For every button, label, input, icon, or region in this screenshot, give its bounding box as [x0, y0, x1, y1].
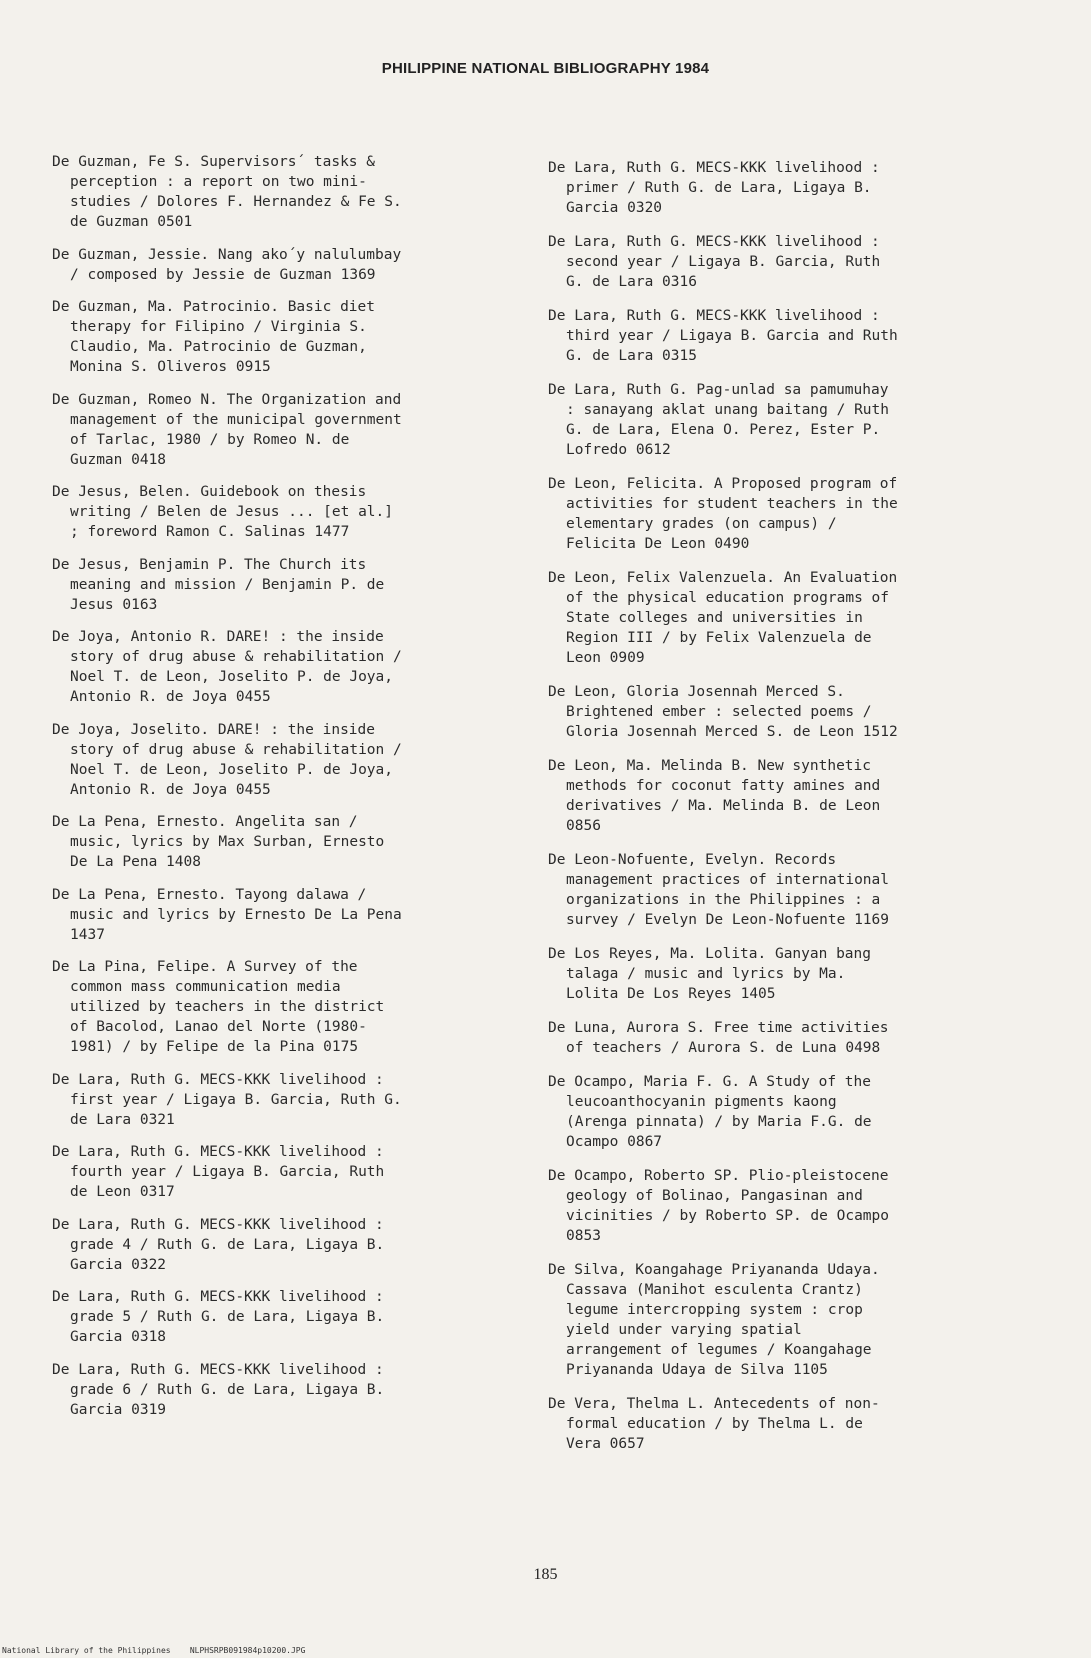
left-column: [52, 152, 522, 1420]
bibliography-entry: [548, 756, 1018, 836]
entry-line: leucoanthocyanin pigments kaong: [566, 1094, 837, 1110]
bibliography-entry: [548, 158, 1018, 218]
entry-line: story of drug abuse & rehabilitation /: [70, 741, 402, 758]
entry-line: De La Pena 1408: [70, 854, 201, 870]
bibliography-entry: [52, 627, 522, 707]
entry-line: De Leon, Felicita. A Proposed program of: [548, 476, 898, 492]
entry-line: first year / Ligaya B. Garcia, Ruth G.: [70, 1091, 402, 1108]
entry-line: De Lara, Ruth G. MECS-KKK livelihood :: [52, 1289, 384, 1305]
entry-line: G. de Lara 0315: [566, 348, 697, 364]
entry-line: De Lara, Ruth G. Pag-unlad sa pamumuhay: [548, 382, 889, 398]
entry-line: / composed by Jessie de Guzman 1369: [70, 266, 376, 283]
entry-line: talaga / music and lyrics by Ma.: [566, 966, 846, 982]
entry-line: De Ocampo, Maria F. G. A Study of the: [548, 1074, 872, 1090]
entry-line: De Jesus, Benjamin P. The Church its: [52, 556, 367, 573]
entry-line: De Guzman, Ma. Patrocinio. Basic diet: [52, 299, 376, 315]
entry-line: : sanayang aklat unang baitang / Ruth: [566, 402, 890, 418]
bibliography-entry: [548, 1072, 1018, 1152]
entry-line: geology of Bolinao, Pangasinan and: [566, 1188, 863, 1204]
bibliography-entry: [548, 1018, 1018, 1058]
entry-line: story of drug abuse & rehabilitation /: [70, 649, 402, 665]
entry-line: De La Pena, Ernesto. Tayong dalawa /: [52, 886, 367, 903]
entry-line: survey / Evelyn De Leon-Nofuente 1169: [566, 912, 890, 928]
entry-line: meaning and mission / Benjamin P. de: [70, 576, 385, 593]
entry-line: De Vera, Thelma L. Antecedents of non-: [548, 1396, 880, 1412]
bibliography-entry: [52, 1287, 522, 1347]
bibliography-entry: [548, 232, 1018, 292]
bibliography-entry: [52, 1070, 522, 1130]
entry-line: ; foreword Ramon C. Salinas 1477: [70, 524, 350, 540]
entry-line: 0856: [566, 818, 601, 834]
bibliography-entry: [52, 957, 522, 1057]
entry-line: methods for coconut fatty amines and: [566, 778, 881, 794]
bibliography-entry: [548, 306, 1018, 366]
bibliography-entry: [52, 482, 522, 542]
entry-line: De Joya, Antonio R. DARE! : the inside: [52, 629, 384, 645]
entry-line: De Leon-Nofuente, Evelyn. Records: [548, 852, 837, 868]
bibliography-entry: [52, 152, 522, 232]
entry-line: Garcia 0320: [566, 200, 663, 216]
footer-caption: National Library of the Philippines NLPHSRPB091984p10200.JPG: [2, 1646, 306, 1655]
page-number: 185: [533, 1566, 558, 1583]
entry-line: music, lyrics by Max Surban, Ernesto: [70, 834, 385, 850]
entry-line: De Guzman, Romeo N. The Organization and: [52, 391, 402, 408]
bibliography-entry: [52, 297, 522, 377]
entry-line: Monina S. Oliveros 0915: [70, 359, 271, 375]
entry-line: De Lara, Ruth G. MECS-KKK livelihood :: [52, 1361, 384, 1378]
entry-line: Lolita De Los Reyes 1405: [566, 986, 776, 1002]
entry-line: De Lara, Ruth G. MECS-KKK livelihood :: [52, 1144, 384, 1160]
entry-line: De Ocampo, Roberto SP. Plio-pleistocene: [548, 1168, 889, 1184]
entry-line: of Bacolod, Lanao del Norte (1980-: [70, 1019, 367, 1035]
entry-line: Brightened ember : selected poems /: [566, 704, 872, 720]
entry-line: Noel T. de Leon, Joselito P. de Joya,: [70, 761, 394, 778]
entry-line: Priyananda Udaya de Silva 1105: [566, 1362, 828, 1378]
entry-line: De La Pena, Ernesto. Angelita san /: [52, 814, 358, 830]
entry-line: studies / Dolores F. Hernandez & Fe S.: [70, 194, 402, 210]
entry-line: yield under varying spatial: [566, 1322, 802, 1338]
entry-line: Ocampo 0867: [566, 1134, 663, 1150]
entry-line: Gloria Josennah Merced S. de Leon 1512: [566, 724, 898, 740]
bibliography-entry: [548, 568, 1018, 668]
entry-line: Cassava (Manihot esculenta Crantz): [566, 1282, 863, 1298]
entry-line: Garcia 0322: [70, 1256, 167, 1273]
entry-line: legume intercropping system : crop: [566, 1302, 863, 1318]
entry-line: G. de Lara, Elena O. Perez, Ester P.: [566, 422, 881, 438]
bibliography-entry: [548, 1394, 1018, 1454]
bibliography-entry: [548, 1166, 1018, 1246]
entry-line: formal education / by Thelma L. de: [566, 1416, 863, 1432]
entry-line: de Leon 0317: [70, 1184, 175, 1200]
page-title: PHILIPPINE NATIONAL BIBLIOGRAPHY 1984: [381, 60, 710, 77]
entry-line: De Silva, Koangahage Priyananda Udaya.: [548, 1262, 880, 1278]
entry-line: De La Pina, Felipe. A Survey of the: [52, 959, 358, 975]
entry-line: derivatives / Ma. Melinda B. de Leon: [566, 798, 881, 814]
bibliography-entry: [52, 1215, 522, 1275]
entry-line: Vera 0657: [566, 1436, 645, 1452]
entry-line: primer / Ruth G. de Lara, Ligaya B.: [566, 180, 872, 196]
bibliography-entry: [548, 682, 1018, 742]
bibliography-entry: [548, 1260, 1018, 1380]
entry-line: De Leon, Felix Valenzuela. An Evaluation: [548, 570, 898, 586]
bibliography-entry: [548, 944, 1018, 1004]
entry-line: De Lara, Ruth G. MECS-KKK livelihood :: [52, 1071, 384, 1088]
entry-line: vicinities / by Roberto SP. de Ocampo: [566, 1208, 890, 1224]
bibliography-entry: [52, 245, 522, 285]
entry-line: fourth year / Ligaya B. Garcia, Ruth: [70, 1164, 385, 1180]
entry-line: utilized by teachers in the district: [70, 999, 385, 1015]
bibliography-entry: [52, 390, 522, 470]
entry-line: 1437: [70, 926, 105, 943]
entry-line: De Lara, Ruth G. MECS-KKK livelihood :: [548, 234, 880, 250]
entry-line: De Leon, Ma. Melinda B. New synthetic: [548, 758, 872, 774]
bibliography-entry: [548, 850, 1018, 930]
entry-line: De Los Reyes, Ma. Lolita. Ganyan bang: [548, 946, 872, 962]
entry-line: De Jesus, Belen. Guidebook on thesis: [52, 484, 367, 500]
entry-line: De Lara, Ruth G. MECS-KKK livelihood :: [548, 308, 880, 324]
bibliography-entry: [52, 885, 522, 945]
entry-line: De Lara, Ruth G. MECS-KKK livelihood :: [52, 1216, 384, 1233]
entry-line: activities for student teachers in the: [566, 496, 898, 512]
entry-line: music and lyrics by Ernesto De La Pena: [70, 906, 402, 923]
bibliography-entry: [52, 720, 522, 800]
entry-line: Antonio R. de Joya 0455: [70, 781, 271, 798]
entry-line: Garcia 0319: [70, 1401, 167, 1418]
entry-line: Noel T. de Leon, Joselito P. de Joya,: [70, 669, 394, 685]
entry-line: de Lara 0321: [70, 1111, 175, 1128]
entry-line: Felicita De Leon 0490: [566, 536, 750, 552]
entry-line: Claudio, Ma. Patrocinio de Guzman,: [70, 339, 367, 355]
entry-line: de Guzman 0501: [70, 214, 193, 230]
bibliography-entry: [52, 555, 522, 615]
entry-line: of the physical education programs of: [566, 590, 890, 606]
entry-line: Guzman 0418: [70, 451, 167, 468]
entry-line: common mass communication media: [70, 979, 341, 995]
entry-line: 1981) / by Felipe de la Pina 0175: [70, 1039, 359, 1055]
bibliography-entry: [548, 474, 1018, 554]
entry-line: Antonio R. de Joya 0455: [70, 689, 271, 705]
entry-line: grade 6 / Ruth G. de Lara, Ligaya B.: [70, 1381, 385, 1398]
entry-line: second year / Ligaya B. Garcia, Ruth: [566, 254, 881, 270]
entry-line: 0853: [566, 1228, 601, 1244]
entry-line: State colleges and universities in: [566, 610, 863, 626]
entry-line: third year / Ligaya B. Garcia and Ruth: [566, 328, 898, 344]
entry-line: of teachers / Aurora S. de Luna 0498: [566, 1040, 881, 1056]
entry-line: organizations in the Philippines : a: [566, 892, 881, 908]
entry-line: G. de Lara 0316: [566, 274, 697, 290]
entry-line: (Arenga pinnata) / by Maria F.G. de: [566, 1114, 872, 1130]
entry-line: arrangement of legumes / Koangahage: [566, 1342, 872, 1358]
entry-line: Leon 0909: [566, 650, 645, 666]
entry-line: Region III / by Felix Valenzuela de: [566, 630, 872, 646]
entry-line: De Joya, Joselito. DARE! : the inside: [52, 721, 376, 738]
entry-line: De Luna, Aurora S. Free time activities: [548, 1020, 889, 1036]
bibliography-entry: [52, 1142, 522, 1202]
entry-line: Garcia 0318: [70, 1329, 167, 1345]
entry-line: grade 5 / Ruth G. de Lara, Ligaya B.: [70, 1309, 385, 1325]
entry-line: elementary grades (on campus) /: [566, 516, 837, 532]
entry-line: therapy for Filipino / Virginia S.: [70, 319, 367, 335]
entry-line: management practices of international: [566, 872, 890, 888]
bibliography-entry: [548, 380, 1018, 460]
entry-line: management of the municipal government: [70, 411, 402, 428]
entry-line: De Guzman, Fe S. Supervisors´ tasks &: [52, 154, 376, 170]
entry-line: De Leon, Gloria Josennah Merced S.: [548, 684, 845, 700]
bibliography-entry: [52, 812, 522, 872]
entry-line: Lofredo 0612: [566, 442, 671, 458]
entry-line: Jesus 0163: [70, 596, 158, 613]
entry-line: of Tarlac, 1980 / by Romeo N. de: [70, 431, 350, 448]
entry-line: writing / Belen de Jesus ... [et al.]: [70, 504, 394, 520]
entry-line: De Guzman, Jessie. Nang ako´y nalulumbay: [52, 246, 402, 263]
entry-line: De Lara, Ruth G. MECS-KKK livelihood :: [548, 160, 880, 176]
right-column: [548, 158, 1018, 1454]
entry-line: grade 4 / Ruth G. de Lara, Ligaya B.: [70, 1236, 385, 1253]
entry-line: perception : a report on two mini-: [70, 174, 367, 190]
bibliography-entry: [52, 1360, 522, 1420]
